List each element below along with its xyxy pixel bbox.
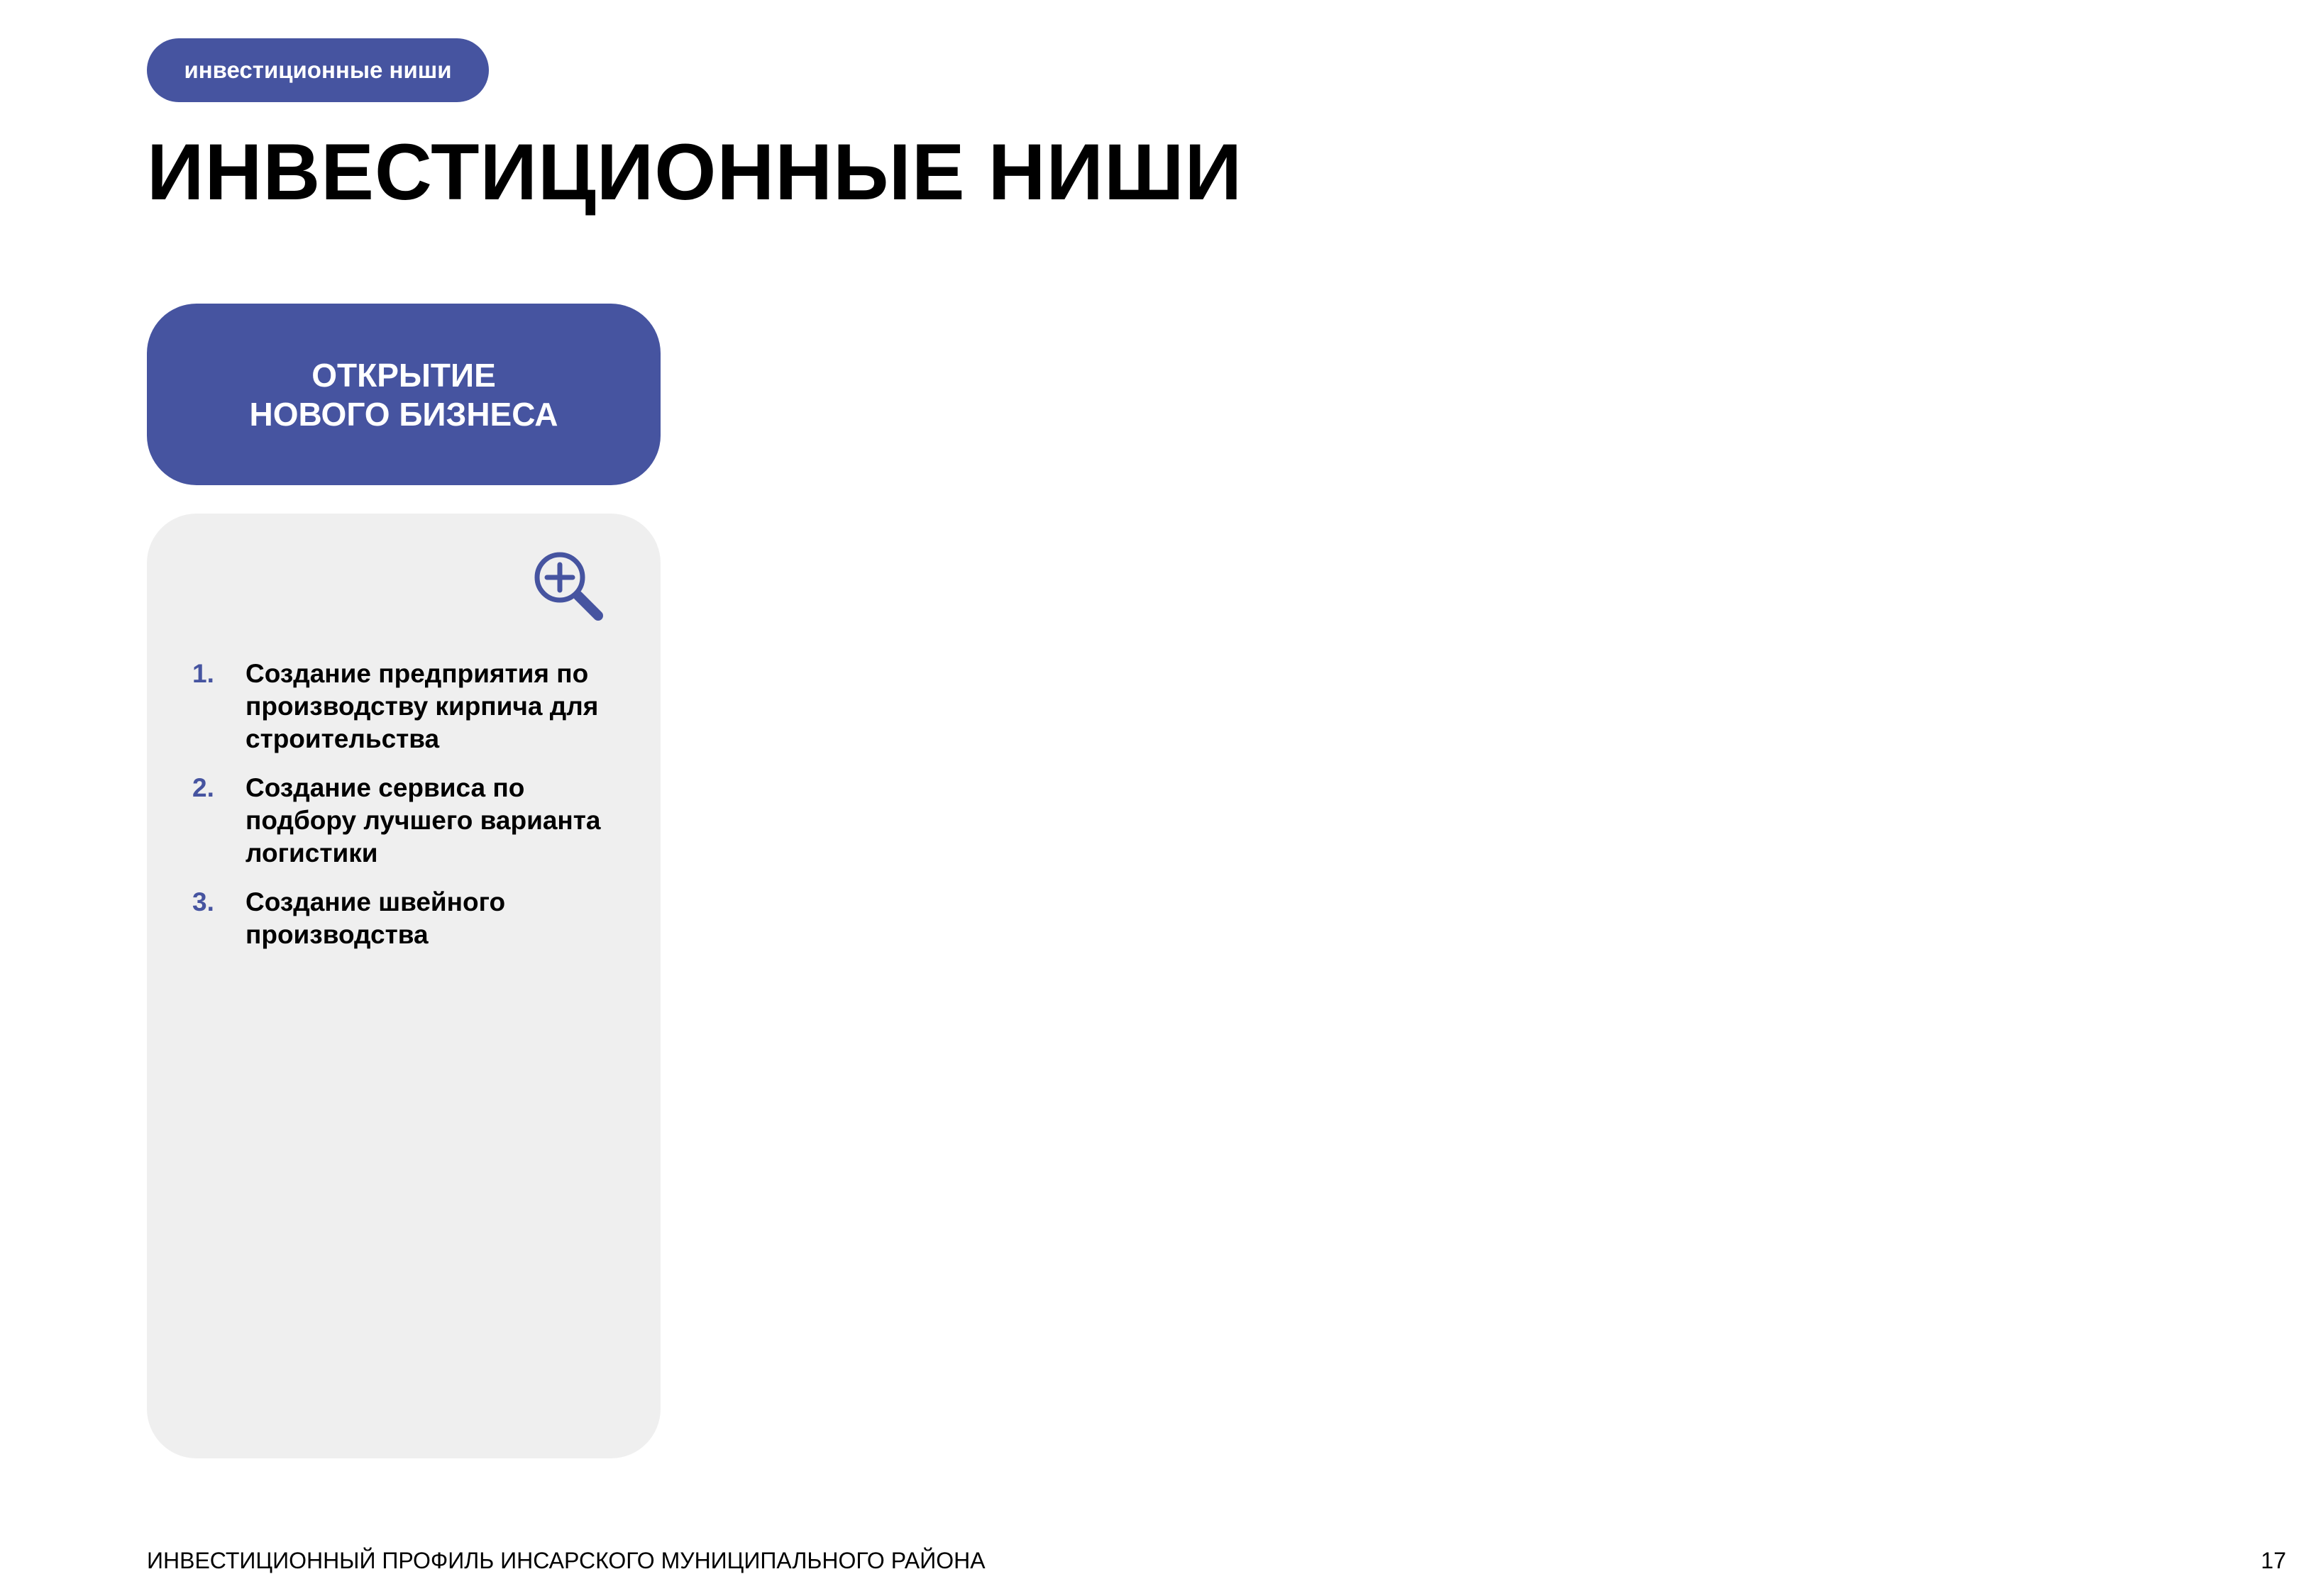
search-plus-icon bbox=[531, 549, 607, 624]
list-item-text: Создание сервиса по подбору лучшего варианта логистики bbox=[246, 773, 601, 868]
list-item-number: 3. bbox=[192, 887, 214, 916]
niche-list bbox=[192, 658, 639, 968]
page-number: 17 bbox=[2261, 1548, 2286, 1573]
list-item bbox=[192, 886, 639, 951]
footer-document-title: ИНВЕСТИЦИОННЫЙ ПРОФИЛЬ ИНСАРСКОГО МУНИЦИПАЛЬНОГО РАЙОНА bbox=[147, 1548, 986, 1573]
niche-card-heading-line1: ОТКРЫТИЕ bbox=[311, 357, 496, 394]
list-item-text: Создание швейного производства bbox=[246, 887, 506, 949]
page-title: ИНВЕСТИЦИОННЫЕ НИШИ bbox=[147, 128, 1243, 216]
niche-card-heading-line2: НОВОГО БИЗНЕСА bbox=[249, 396, 558, 433]
list-item-number: 1. bbox=[192, 659, 214, 688]
niche-card-header bbox=[147, 304, 661, 485]
list-item-number: 2. bbox=[192, 773, 214, 802]
list-item-text: Создание предприятия по производству кирпича для строительства bbox=[246, 659, 599, 753]
section-tag: инвестиционные ниши bbox=[147, 38, 489, 102]
list-item bbox=[192, 658, 639, 755]
list-item bbox=[192, 772, 639, 870]
niche-card-body bbox=[147, 514, 661, 1458]
